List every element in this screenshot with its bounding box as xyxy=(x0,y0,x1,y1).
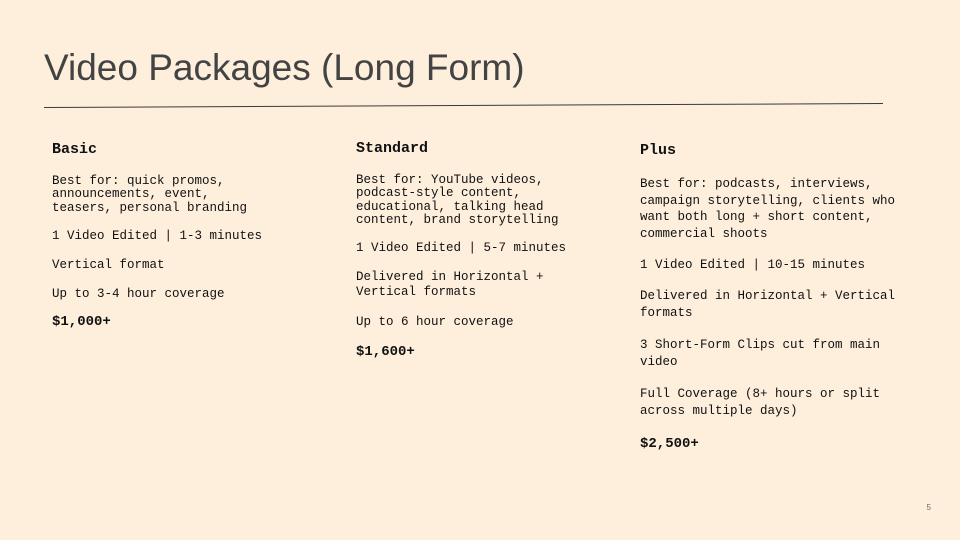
package-best-for: Best for: quick promos, announcements, event, teasers, personal branding xyxy=(52,174,248,215)
package-format: Delivered in Horizontal + Vertical formats xyxy=(640,288,896,320)
package-name: Plus xyxy=(640,142,677,159)
package-best-for: Best for: YouTube videos, podcast-style content, educational, talking head content, brand storytelling xyxy=(356,173,559,227)
package-clips: 3 Short-Form Clips cut from main video xyxy=(640,338,881,369)
package-format: Vertical format xyxy=(52,258,165,273)
package-price: $2,500+ xyxy=(640,435,699,452)
page-number: 5 xyxy=(926,503,931,512)
package-price: $1,600+ xyxy=(356,344,415,361)
package-standard xyxy=(356,140,581,361)
package-best-for: Best for: podcasts, interviews, campaign storytelling, clients who want both long + short content, commercial shoots xyxy=(640,177,896,241)
package-coverage: Full Coverage (8+ hours or split across multiple days) xyxy=(640,387,881,418)
package-name: Basic xyxy=(52,141,98,158)
package-name: Standard xyxy=(356,140,429,157)
package-price: $1,000+ xyxy=(52,313,111,330)
package-videos: 1 Video Edited | 5-7 minutes xyxy=(356,241,567,256)
package-coverage: Up to 3-4 hour coverage xyxy=(52,287,225,302)
package-basic xyxy=(52,141,267,331)
package-plus xyxy=(640,142,900,453)
page-title: Video Packages (Long Form) xyxy=(44,47,525,88)
package-format: Delivered in Horizontal + Vertical formats xyxy=(356,270,544,300)
package-videos: 1 Video Edited | 1-3 minutes xyxy=(52,228,263,243)
package-coverage: Up to 6 hour coverage xyxy=(356,315,514,330)
package-videos: 1 Video Edited | 10-15 minutes xyxy=(640,258,866,273)
